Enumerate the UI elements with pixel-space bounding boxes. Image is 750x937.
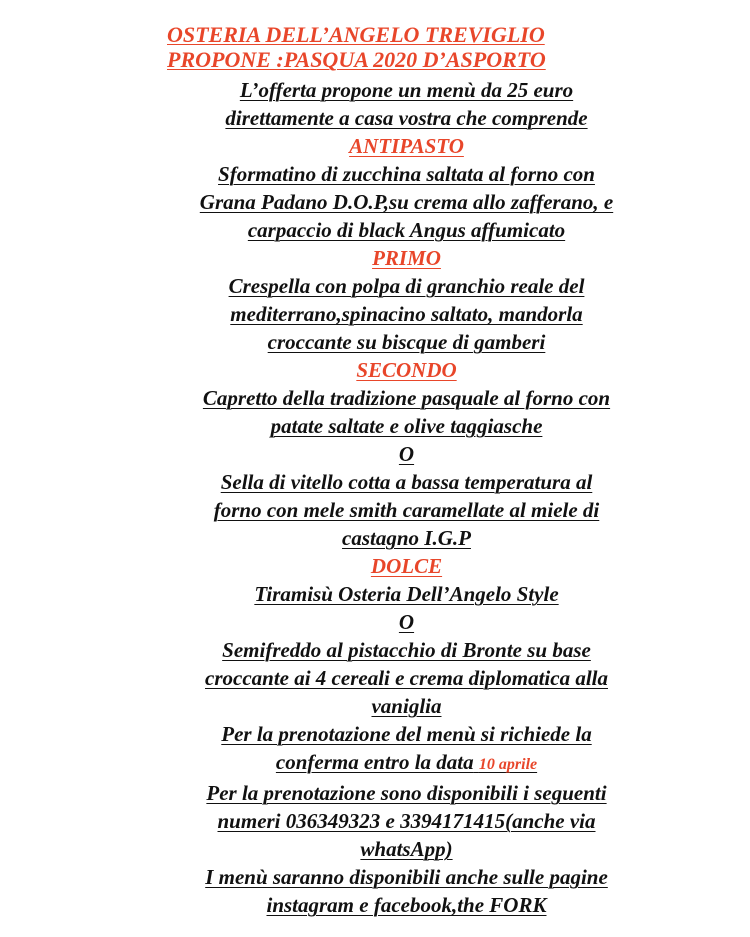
dolce-option-2-line-1: Semifreddo al pistacchio di Bronte su base — [222, 638, 591, 662]
booking-phone-numbers: numeri 036349323 e 3394171415(anche via — [217, 809, 596, 833]
intro-line-1: L’offerta propone un menù da 25 euro — [239, 78, 574, 102]
primo-line-3: croccante su biscque di gamberi — [267, 330, 546, 354]
booking-deadline-text: conferma entro la data — [275, 750, 474, 774]
dolce-option-2-line-2: croccante ai 4 cereali e crema diplomatica alla — [205, 666, 608, 690]
secondo-option-1-line-1: Capretto della tradizione pasquale al forno con — [202, 386, 611, 410]
intro-line-2: direttamente a casa vostra che comprende — [225, 106, 588, 130]
antipasto-line-2: Grana Padano D.O.P,su crema allo zafferano, e — [199, 190, 614, 214]
secondo-option-1-line-2: patate saltate e olive taggiasche — [270, 414, 543, 438]
antipasto-line-1: Sformatino di zucchina saltata al forno con — [218, 162, 595, 186]
antipasto-heading: ANTIPASTO — [349, 134, 464, 158]
antipasto-line-3: carpaccio di black Angus affumicato — [247, 218, 566, 242]
booking-line-2 — [0, 748, 750, 779]
secondo-option-2-line-3: castagno I.G.P — [342, 526, 471, 550]
dolce-heading: DOLCE — [370, 554, 443, 578]
dolce-option-2-line-3: vaniglia — [371, 694, 442, 718]
restaurant-header — [167, 22, 727, 72]
primo-heading: PRIMO — [372, 246, 441, 270]
menu-body — [0, 76, 750, 919]
secondo-option-2-line-2: forno con mele smith caramellate al miele di — [213, 498, 600, 522]
primo-line-2: mediterrano,spinacino saltato, mandorla — [230, 302, 583, 326]
dolce-or: O — [398, 610, 415, 634]
secondo-heading: SECONDO — [356, 358, 457, 382]
offer-title: PROPONE :PASQUA 2020 D’ASPORTO — [167, 47, 546, 72]
booking-deadline-date: 10 aprile — [478, 756, 538, 773]
restaurant-title: OSTERIA DELL’ANGELO TREVIGLIO — [167, 22, 545, 47]
booking-line-3: Per la prenotazione sono disponibili i seguenti — [206, 781, 607, 805]
booking-social-pages: instagram e facebook,the FORK — [266, 893, 547, 917]
dolce-option-1-line-1: Tiramisù Osteria Dell’Angelo Style — [254, 582, 559, 606]
secondo-option-2-line-1: Sella di vitello cotta a bassa temperatura al — [220, 470, 593, 494]
booking-line-5: whatsApp) — [360, 837, 453, 861]
primo-line-1: Crespella con polpa di granchio reale del — [228, 274, 585, 298]
booking-line-6: I menù saranno disponibili anche sulle pagine — [205, 865, 608, 889]
secondo-or: O — [398, 442, 415, 466]
booking-line-1: Per la prenotazione del menù si richiede la — [221, 722, 592, 746]
